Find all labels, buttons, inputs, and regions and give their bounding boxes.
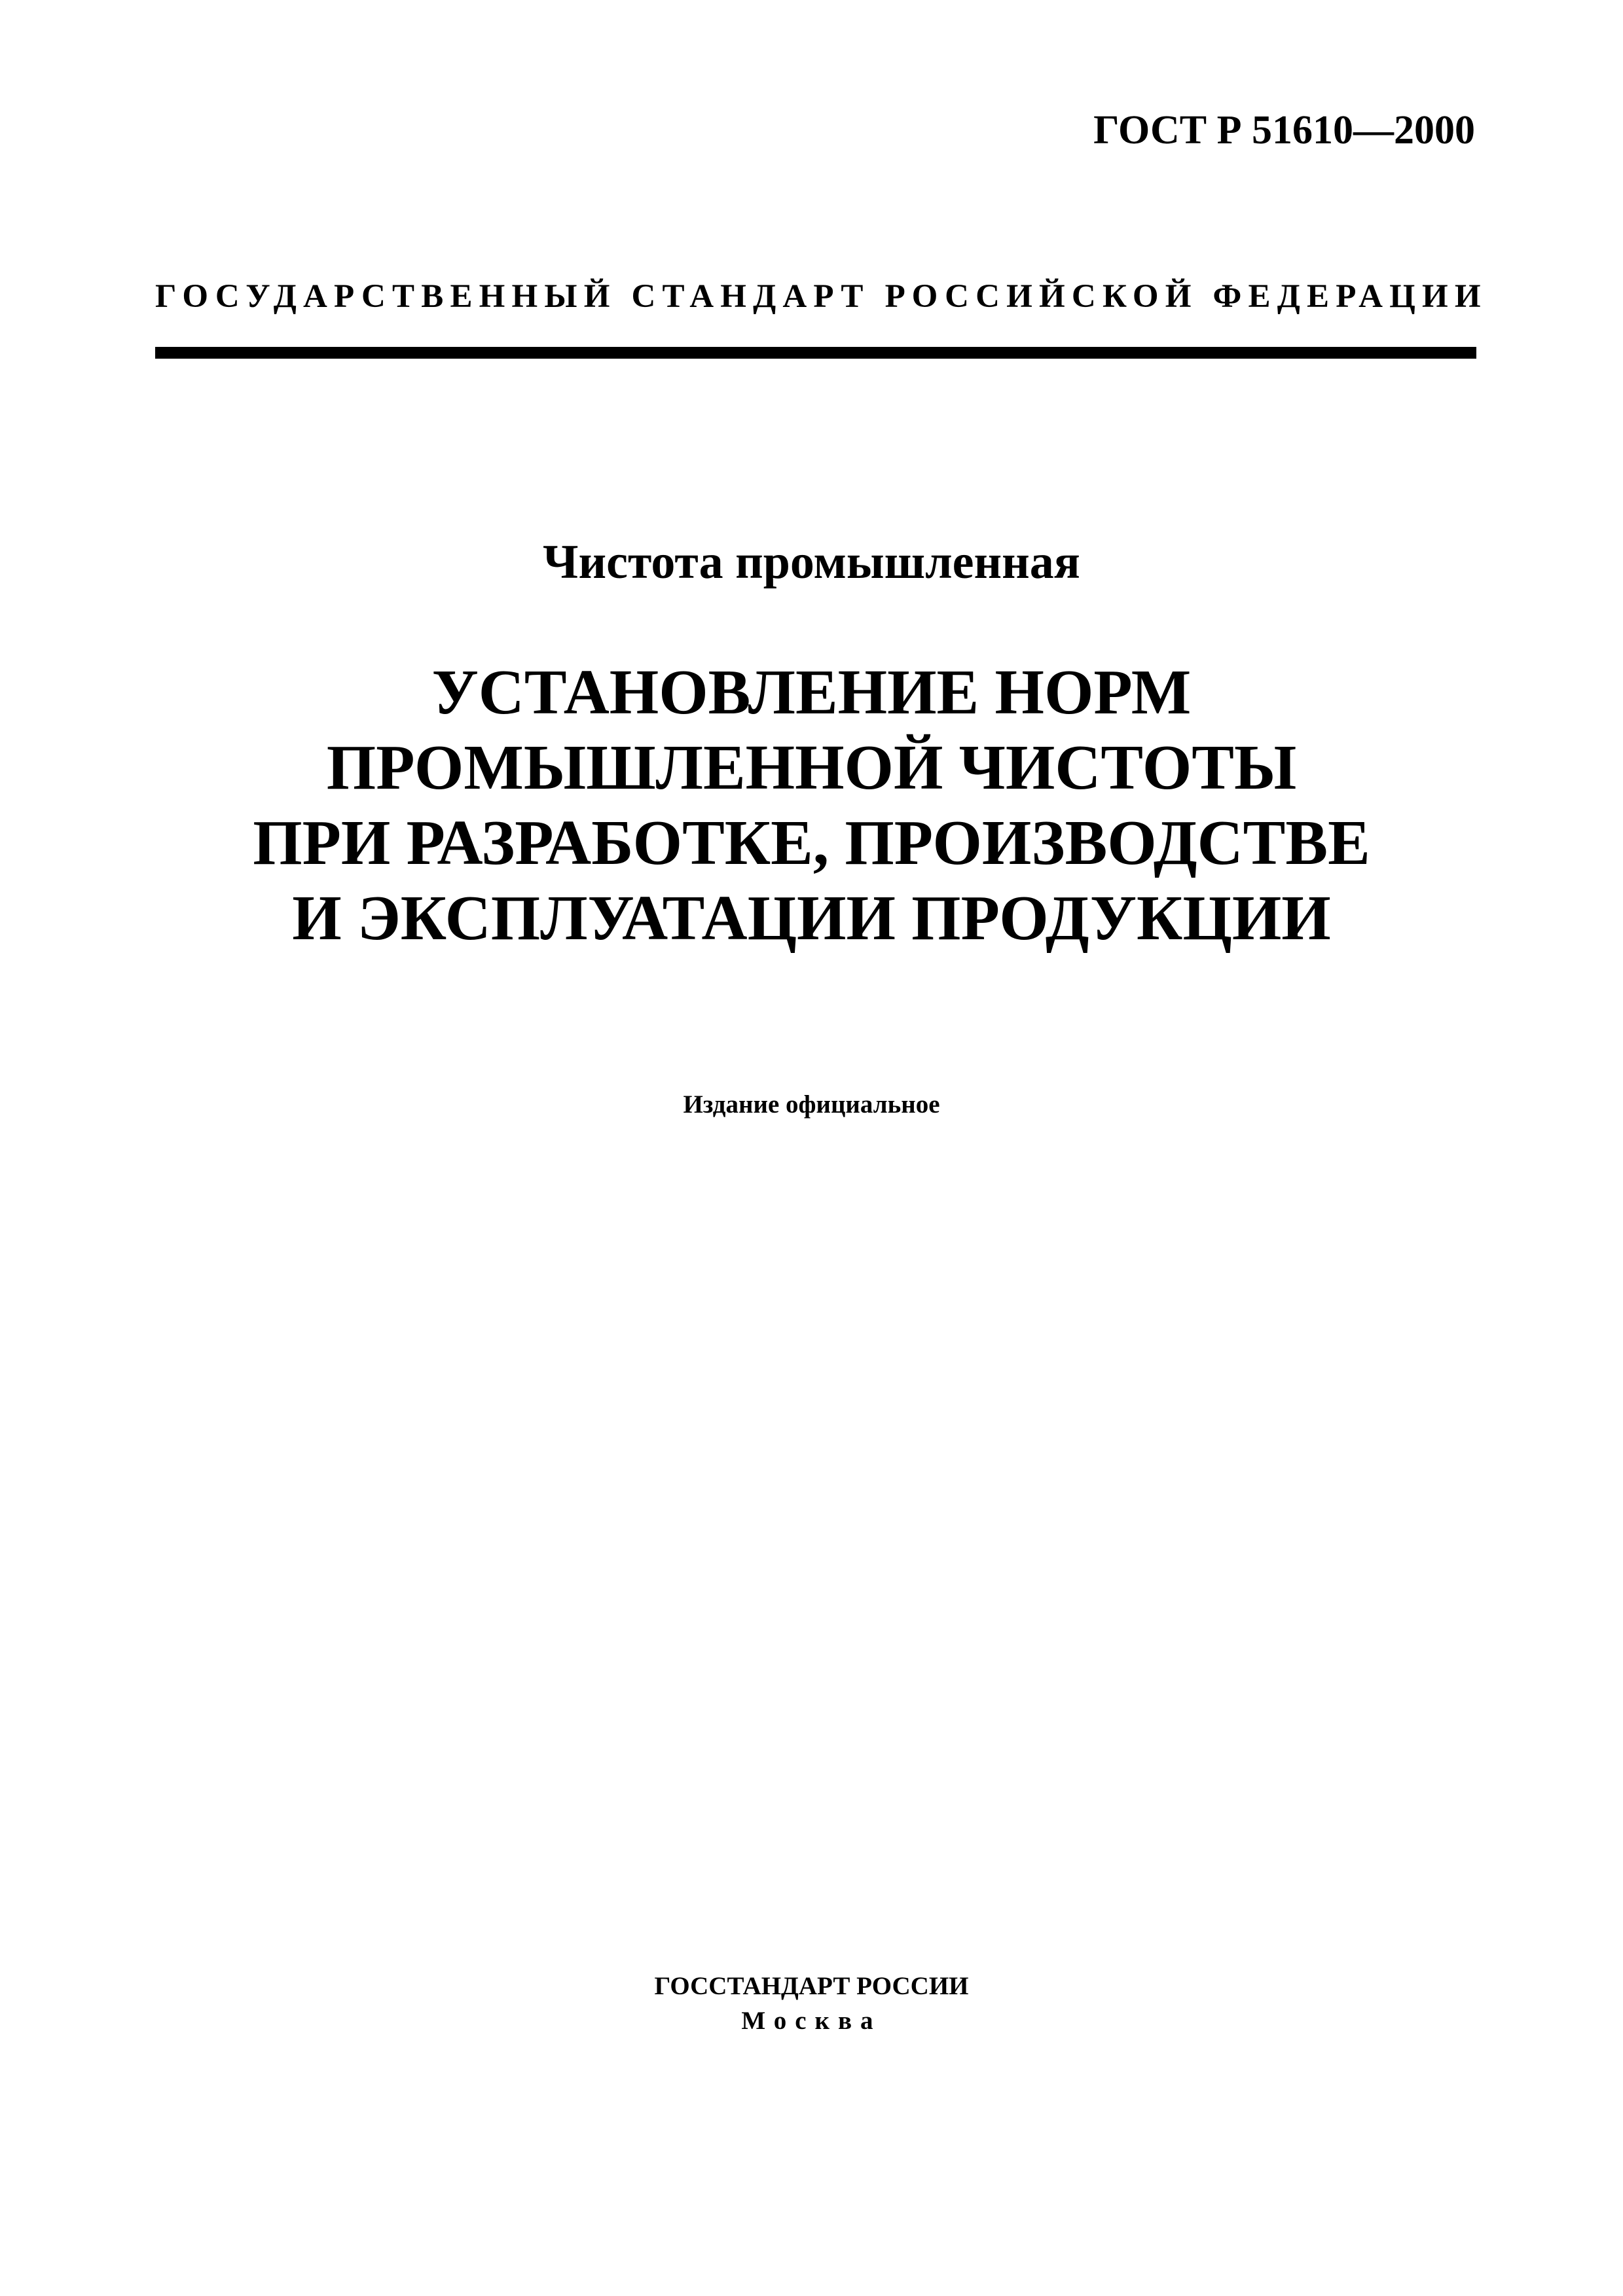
publication-city: Москва <box>741 2007 882 2035</box>
title-line: ПРИ РАЗРАБОТКЕ, ПРОИЗВОДСТВЕ <box>253 808 1370 878</box>
header-divider <box>155 347 1476 359</box>
edition-note: Издание официальное <box>683 1090 940 1119</box>
subject-heading: Чистота промышленная <box>543 535 1080 589</box>
document-number: ГОСТ Р 51610—2000 <box>1093 108 1475 152</box>
title-line: И ЭКСПЛУАТАЦИИ ПРОДУКЦИИ <box>292 883 1331 953</box>
title-line: УСТАНОВЛЕНИЕ НОРМ <box>431 657 1192 727</box>
publisher: ГОССТАНДАРТ РОССИИ <box>654 1972 969 2000</box>
title-line: ПРОМЫШЛЕННОЙ ЧИСТОТЫ <box>326 732 1297 802</box>
state-standard-heading: ГОСУДАРСТВЕННЫЙ СТАНДАРТ РОССИЙСКОЙ ФЕДЕРАЦИИ <box>155 278 1487 315</box>
document-title <box>0 655 1623 956</box>
